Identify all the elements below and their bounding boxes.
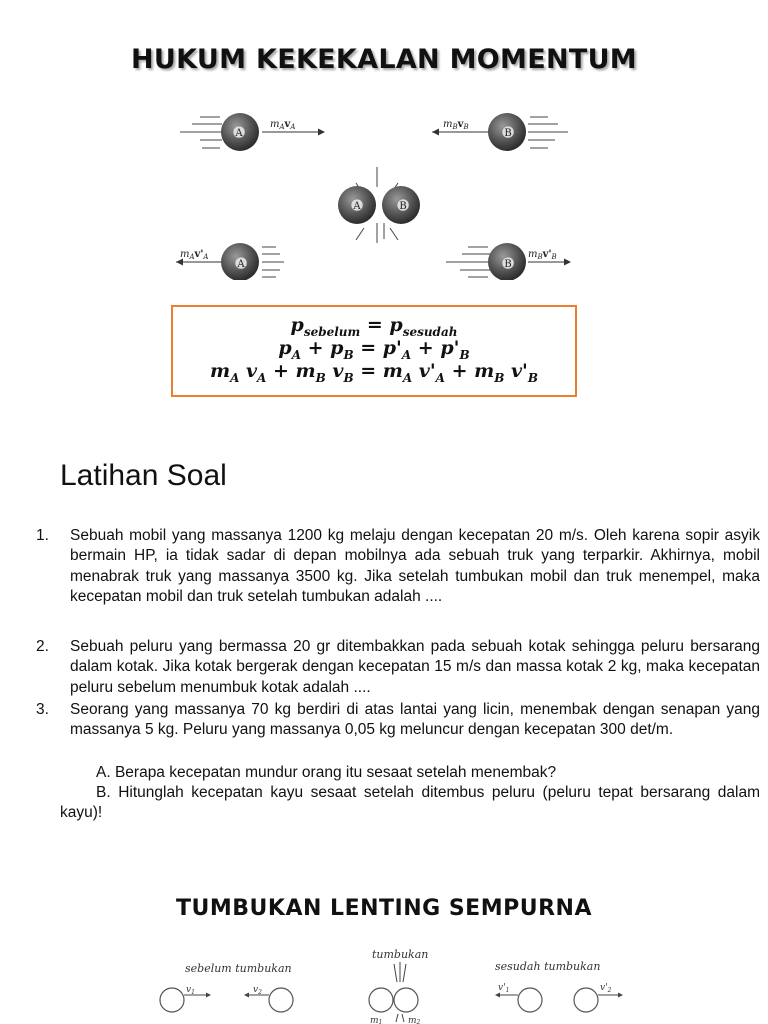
ball-b-after [446,243,571,280]
after-label: sesudah tumbukan [495,960,601,973]
problem-text: Sebuah peluru yang bermassa 20 gr ditembakkan pada sebuah kotak sehingga peluru bersarang dalam kotak. Jika kotak bergerak dengan kecepatan 15 m/s dan massa kotak 2 kg, maka kecepatan peluru sebelum menumbuk kotak adalah .... [70,638,760,696]
before-collision [160,985,293,1012]
svg-text:v2: $v_2$ [253,985,262,996]
mava-after-label: $m_Av'_A$ [180,249,209,261]
formula-box [171,305,577,397]
collision [338,167,420,243]
momentum-diagram [170,105,590,280]
problem-number: 3. [36,701,49,718]
svg-text:v'1: $v'_1$ [498,983,510,994]
svg-text:B: B [504,259,512,270]
svg-text:B: B [399,201,407,212]
formula-line-3: $m_A$ $v_A + m_B$ $v_B = m_A$ $v'_A + m_B$ $v'_B$ [209,360,539,385]
sub-question-b: B. Hitunglah kecepatan kayu sesaat setelah ditembus peluru (peluru tepat bersarang dalam kayu)! [60,784,760,822]
problem-number: 1. [36,527,49,544]
mbvb-after-label: $m_Bv'_B$ [528,249,557,261]
formula-line-2: $p_A + p_B = p'_A + p'_B$ [278,337,470,362]
problem-text: Sebuah mobil yang massanya 1200 kg melaju dengan kecepatan 20 m/s. Oleh karena sopir asyik bermain HP, ia tidak sadar di depan mobilnya ada sebuah truk yang terparkir. Akhirnya, mobil menabrak truk yang massanya 3500 kg. Jika setelah tumbukan mobil dan truk menempel, maka kecepatan mobil dan truk setelah tumbukan adalah .... [70,527,760,605]
section-heading: Latihan Soal [60,459,227,492]
elastic-collision-diagram [150,940,630,1024]
problem-2 [36,637,760,697]
problem-3 [36,700,760,762]
after-collision [495,983,623,1012]
ball-a-after [176,243,284,280]
ball-a-label: A [235,128,243,139]
mbvb-label: $m_Bv_B$ [443,119,469,131]
svg-text:A: A [237,259,245,270]
ball-b-label: B [504,128,512,139]
svg-text:m1: m1 [370,1016,383,1024]
formula-line-1: $p_{sebelum} = p_{sesudah}$ [290,314,458,339]
ball-a-before [180,113,325,151]
svg-text:m2: m2 [408,1016,421,1024]
problem-text: Seorang yang massanya 70 kg berdiri di atas lantai yang licin, menembak dengan senapan yang massanya 5 kg. Peluru yang massanya 0,05 kg meluncur dengan kecepatan 300 det/m. [70,701,760,739]
bottom-title: TUMBUKAN LENTING SEMPURNA [176,896,592,921]
during-collision [369,962,421,1024]
problem-1 [36,526,760,626]
during-label: tumbukan [372,948,429,961]
before-label: sebelum tumbukan [185,962,292,975]
svg-text:A: A [353,201,361,212]
mava-label: $m_Av_A$ [270,119,296,131]
problem-number: 2. [36,638,49,655]
svg-text:v'2: $v'_2$ [600,983,612,994]
svg-text:v1: $v_1$ [186,985,195,996]
ball-b-before [432,113,568,151]
sub-question-a: A. Berapa kecepatan mundur orang itu sesaat setelah menembak? [96,764,557,781]
page-title: HUKUM KEKEKALAN MOMENTUM [131,44,637,75]
